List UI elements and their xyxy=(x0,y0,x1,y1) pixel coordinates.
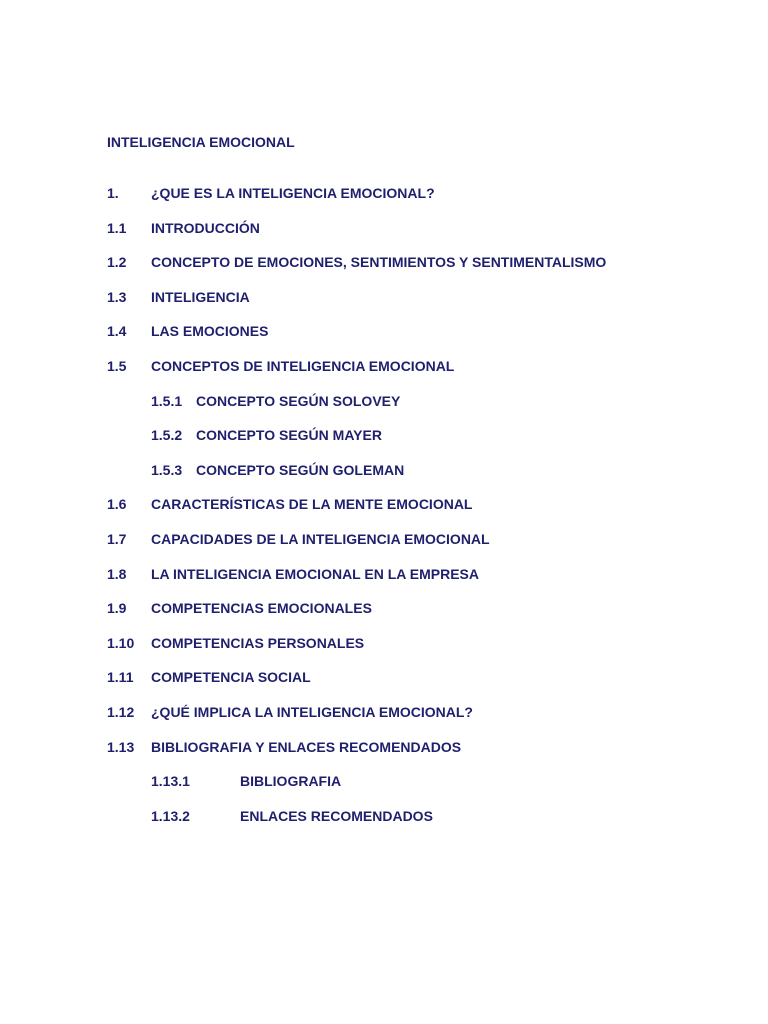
toc-entry xyxy=(0,635,768,670)
toc-entry-label: CONCEPTO SEGÚN GOLEMAN xyxy=(196,461,405,478)
toc-entry-label: CONCEPTO SEGÚN MAYER xyxy=(196,427,382,444)
toc-entry xyxy=(0,289,768,324)
toc-entry-number: 1.13.1 xyxy=(151,773,190,790)
toc-entry xyxy=(0,739,768,774)
toc-entry xyxy=(0,531,768,566)
toc-entry xyxy=(0,669,768,704)
toc-entry-number: 1.3 xyxy=(107,288,127,305)
toc-entry-label: CARACTERÍSTICAS DE LA MENTE EMOCIONAL xyxy=(151,496,473,513)
toc-entry-label: ENLACES RECOMENDADOS xyxy=(240,807,433,824)
toc-entry-number: 1.10 xyxy=(107,634,135,651)
toc-entry xyxy=(0,220,768,255)
table-of-contents xyxy=(0,185,768,842)
toc-entry-label: COMPETENCIAS PERSONALES xyxy=(151,634,365,651)
toc-entry xyxy=(0,358,768,393)
toc-entry xyxy=(0,808,768,843)
toc-entry-number: 1.13.2 xyxy=(151,807,190,824)
toc-entry-label: INTRODUCCIÓN xyxy=(151,219,260,236)
toc-entry xyxy=(0,254,768,289)
toc-entry-number: 1. xyxy=(107,185,119,201)
document-title: INTELIGENCIA EMOCIONAL xyxy=(107,134,295,150)
toc-entry-label: CONCEPTO DE EMOCIONES, SENTIMIENTOS Y SENTIMENTALISMO xyxy=(151,254,607,271)
toc-entry xyxy=(0,496,768,531)
toc-entry-number: 1.5 xyxy=(107,357,127,374)
toc-entry-number: 1.13 xyxy=(107,738,135,755)
toc-entry xyxy=(0,427,768,462)
toc-entry-number: 1.7 xyxy=(107,530,127,547)
toc-entry-label: LAS EMOCIONES xyxy=(151,323,269,340)
toc-entry-number: 1.12 xyxy=(107,703,135,720)
toc-entry-number: 1.2 xyxy=(107,254,127,271)
toc-entry-label: LA INTELIGENCIA EMOCIONAL EN LA EMPRESA xyxy=(151,565,479,582)
toc-entry xyxy=(0,185,768,220)
toc-entry-label: CONCEPTO SEGÚN SOLOVEY xyxy=(196,392,401,409)
toc-entry xyxy=(0,393,768,428)
toc-entry-number: 1.6 xyxy=(107,496,127,513)
toc-entry xyxy=(0,600,768,635)
toc-entry-number: 1.9 xyxy=(107,600,127,617)
toc-entry-label: ¿QUÉ IMPLICA LA INTELIGENCIA EMOCIONAL? xyxy=(151,703,473,720)
toc-entry-number: 1.8 xyxy=(107,565,127,582)
toc-entry-number: 1.5.1 xyxy=(151,392,183,409)
toc-entry-number: 1.5.2 xyxy=(151,427,183,444)
toc-entry xyxy=(0,566,768,601)
toc-entry-label: INTELIGENCIA xyxy=(151,288,250,305)
toc-entry-number: 1.11 xyxy=(107,669,134,686)
toc-entry xyxy=(0,462,768,497)
toc-entry-number: 1.5.3 xyxy=(151,461,183,478)
toc-entry-label: BIBLIOGRAFIA Y ENLACES RECOMENDADOS xyxy=(151,738,462,755)
toc-entry-label: CAPACIDADES DE LA INTELIGENCIA EMOCIONAL xyxy=(151,530,490,547)
toc-entry-label: ¿QUE ES LA INTELIGENCIA EMOCIONAL? xyxy=(151,185,435,201)
toc-entry xyxy=(0,773,768,808)
toc-entry-number: 1.4 xyxy=(107,323,127,340)
toc-entry xyxy=(0,323,768,358)
toc-entry-label: COMPETENCIA SOCIAL xyxy=(151,669,311,686)
toc-entry-label: BIBLIOGRAFIA xyxy=(240,773,342,790)
toc-entry-label: CONCEPTOS DE INTELIGENCIA EMOCIONAL xyxy=(151,357,455,374)
toc-entry xyxy=(0,704,768,739)
toc-entry-label: COMPETENCIAS EMOCIONALES xyxy=(151,600,372,617)
toc-entry-number: 1.1 xyxy=(107,219,127,236)
